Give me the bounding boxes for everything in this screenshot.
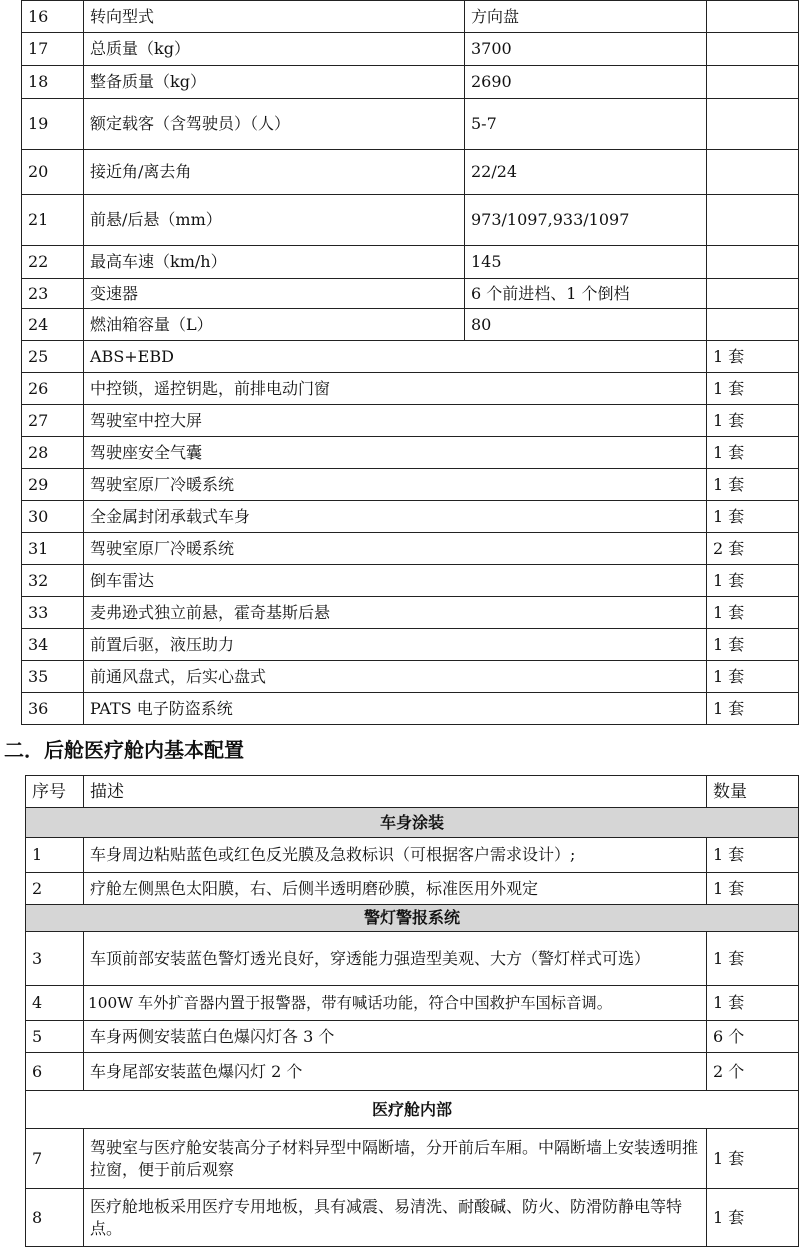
- row-number: 27: [22, 405, 84, 437]
- row-desc: 车身尾部安装蓝色爆闪灯 2 个: [84, 1053, 707, 1091]
- row-number: 31: [22, 533, 84, 565]
- row-number: 6: [26, 1053, 84, 1091]
- table-row: [22, 341, 799, 373]
- vehicle-spec-table: [21, 0, 799, 725]
- row-qty: 1 套: [707, 932, 799, 986]
- row-desc: 车顶前部安装蓝色警灯透光良好，穿透能力强造型美观、大方（警灯样式可选）: [84, 932, 707, 986]
- table-row: [22, 33, 799, 66]
- table-row: [22, 565, 799, 597]
- table-row: [26, 986, 799, 1021]
- table-header-row: [26, 776, 799, 808]
- medical-cabin-config-table: [25, 775, 799, 1247]
- table-row: [22, 246, 799, 279]
- table-row: [26, 873, 799, 905]
- row-qty: 1 套: [707, 373, 799, 405]
- row-number: 7: [26, 1129, 84, 1189]
- row-number: 35: [22, 661, 84, 693]
- row-item: 转向型式: [84, 1, 465, 33]
- row-value: 80: [465, 309, 707, 341]
- row-item: 全金属封闭承载式车身: [84, 501, 707, 533]
- table-row: [22, 469, 799, 501]
- group-title: 车身涂装: [26, 808, 799, 838]
- group-header-row: [26, 808, 799, 838]
- table-row: [22, 373, 799, 405]
- row-desc: 车身周边粘贴蓝色或红色反光膜及急救标识（可根据客户需求设计）;: [84, 838, 707, 873]
- group-header-row: [26, 1091, 799, 1129]
- row-qty: [707, 33, 799, 66]
- row-number: 36: [22, 693, 84, 725]
- row-qty: 1 套: [707, 661, 799, 693]
- row-number: 22: [22, 246, 84, 279]
- table-row: [26, 932, 799, 986]
- row-number: 34: [22, 629, 84, 661]
- row-qty: [707, 1, 799, 33]
- row-qty: 2 套: [707, 533, 799, 565]
- table-row: [22, 693, 799, 725]
- row-qty: [707, 246, 799, 279]
- table-row: [22, 309, 799, 341]
- row-qty: 2 个: [707, 1053, 799, 1091]
- header-no: 序号: [26, 776, 84, 808]
- table-row: [22, 150, 799, 195]
- row-qty: 1 套: [707, 986, 799, 1021]
- row-number: 28: [22, 437, 84, 469]
- table-row: [26, 1021, 799, 1053]
- table-row: [22, 501, 799, 533]
- row-number: 2: [26, 873, 84, 905]
- row-number: 21: [22, 195, 84, 246]
- row-qty: [707, 66, 799, 99]
- row-desc: 医疗舱地板采用医疗专用地板，具有减震、易清洗、耐酸碱、防火、防滑防静电等特点。: [84, 1189, 707, 1247]
- row-item: ABS+EBD: [84, 341, 707, 373]
- row-number: 18: [22, 66, 84, 99]
- row-number: 17: [22, 33, 84, 66]
- table-row: [22, 533, 799, 565]
- row-value: 5-7: [465, 99, 707, 150]
- row-number: 30: [22, 501, 84, 533]
- row-desc: 100W 车外扩音器内置于报警器，带有喊话功能，符合中国救护车国标音调。: [84, 986, 707, 1021]
- row-number: 3: [26, 932, 84, 986]
- section-heading: 二．后舱医疗舱内基本配置: [4, 738, 244, 762]
- row-value: 2690: [465, 66, 707, 99]
- row-qty: [707, 309, 799, 341]
- table-row: [22, 597, 799, 629]
- row-number: 33: [22, 597, 84, 629]
- row-item: 驾驶室原厂冷暖系统: [84, 469, 707, 501]
- row-qty: 1 套: [707, 873, 799, 905]
- table-row: [22, 66, 799, 99]
- row-value: 方向盘: [465, 1, 707, 33]
- row-item: 驾驶座安全气囊: [84, 437, 707, 469]
- table-row: [26, 1129, 799, 1189]
- row-qty: [707, 195, 799, 246]
- row-item: 额定载客（含驾驶员）（人）: [84, 99, 465, 150]
- row-number: 19: [22, 99, 84, 150]
- row-number: 1: [26, 838, 84, 873]
- row-value: 145: [465, 246, 707, 279]
- row-value: 973/1097,933/1097: [465, 195, 707, 246]
- table-row: [26, 1053, 799, 1091]
- row-qty: 1 套: [707, 437, 799, 469]
- row-number: 4: [26, 986, 84, 1021]
- table-row: [22, 437, 799, 469]
- row-number: 25: [22, 341, 84, 373]
- row-item: 总质量（kg）: [84, 33, 465, 66]
- group-header-row: [26, 905, 799, 932]
- row-qty: 1 套: [707, 693, 799, 725]
- table-row: [22, 99, 799, 150]
- row-item: 中控锁，遥控钥匙，前排电动门窗: [84, 373, 707, 405]
- row-item: 前置后驱，液压助力: [84, 629, 707, 661]
- row-number: 29: [22, 469, 84, 501]
- row-item: 倒车雷达: [84, 565, 707, 597]
- row-qty: 1 套: [707, 565, 799, 597]
- row-item: 前通风盘式，后实心盘式: [84, 661, 707, 693]
- table-row: [22, 405, 799, 437]
- row-value: 3700: [465, 33, 707, 66]
- row-qty: 1 套: [707, 629, 799, 661]
- row-qty: [707, 279, 799, 309]
- table-row: [22, 279, 799, 309]
- row-item: 驾驶室原厂冷暖系统: [84, 533, 707, 565]
- table-row: [22, 629, 799, 661]
- row-item: 最高车速（km/h）: [84, 246, 465, 279]
- row-qty: 1 套: [707, 838, 799, 873]
- row-number: 32: [22, 565, 84, 597]
- header-qty: 数量: [707, 776, 799, 808]
- row-item: 前悬/后悬（mm）: [84, 195, 465, 246]
- row-desc: 疗舱左侧黑色太阳膜，右、后侧半透明磨砂膜，标准医用外观定: [84, 873, 707, 905]
- row-qty: 1 套: [707, 501, 799, 533]
- row-item: PATS 电子防盗系统: [84, 693, 707, 725]
- row-value: 22/24: [465, 150, 707, 195]
- row-desc: 驾驶室与医疗舱安装高分子材料异型中隔断墙，分开前后车厢。中隔断墙上安装透明推拉窗，便于前后观察: [84, 1129, 707, 1189]
- row-item: 驾驶室中控大屏: [84, 405, 707, 437]
- row-number: 23: [22, 279, 84, 309]
- row-item: 变速器: [84, 279, 465, 309]
- table-row: [22, 661, 799, 693]
- row-item: 燃油箱容量（L）: [84, 309, 465, 341]
- row-qty: 6 个: [707, 1021, 799, 1053]
- row-item: 接近角/离去角: [84, 150, 465, 195]
- row-number: 8: [26, 1189, 84, 1247]
- row-qty: 1 套: [707, 1189, 799, 1247]
- row-qty: 1 套: [707, 405, 799, 437]
- row-qty: [707, 99, 799, 150]
- row-number: 5: [26, 1021, 84, 1053]
- table-row: [22, 1, 799, 33]
- row-qty: 1 套: [707, 341, 799, 373]
- row-number: 26: [22, 373, 84, 405]
- table-row: [26, 1189, 799, 1247]
- row-desc: 车身两侧安装蓝白色爆闪灯各 3 个: [84, 1021, 707, 1053]
- row-value: 6 个前进档、1 个倒档: [465, 279, 707, 309]
- table-row: [22, 195, 799, 246]
- row-qty: 1 套: [707, 1129, 799, 1189]
- row-qty: 1 套: [707, 597, 799, 629]
- row-qty: 1 套: [707, 469, 799, 501]
- table-row: [26, 838, 799, 873]
- row-number: 16: [22, 1, 84, 33]
- row-item: 整备质量（kg）: [84, 66, 465, 99]
- row-number: 24: [22, 309, 84, 341]
- row-number: 20: [22, 150, 84, 195]
- row-qty: [707, 150, 799, 195]
- group-title: 医疗舱内部: [26, 1091, 799, 1129]
- row-item: 麦弗逊式独立前悬，霍奇基斯后悬: [84, 597, 707, 629]
- group-title: 警灯警报系统: [26, 905, 799, 932]
- header-desc: 描述: [84, 776, 707, 808]
